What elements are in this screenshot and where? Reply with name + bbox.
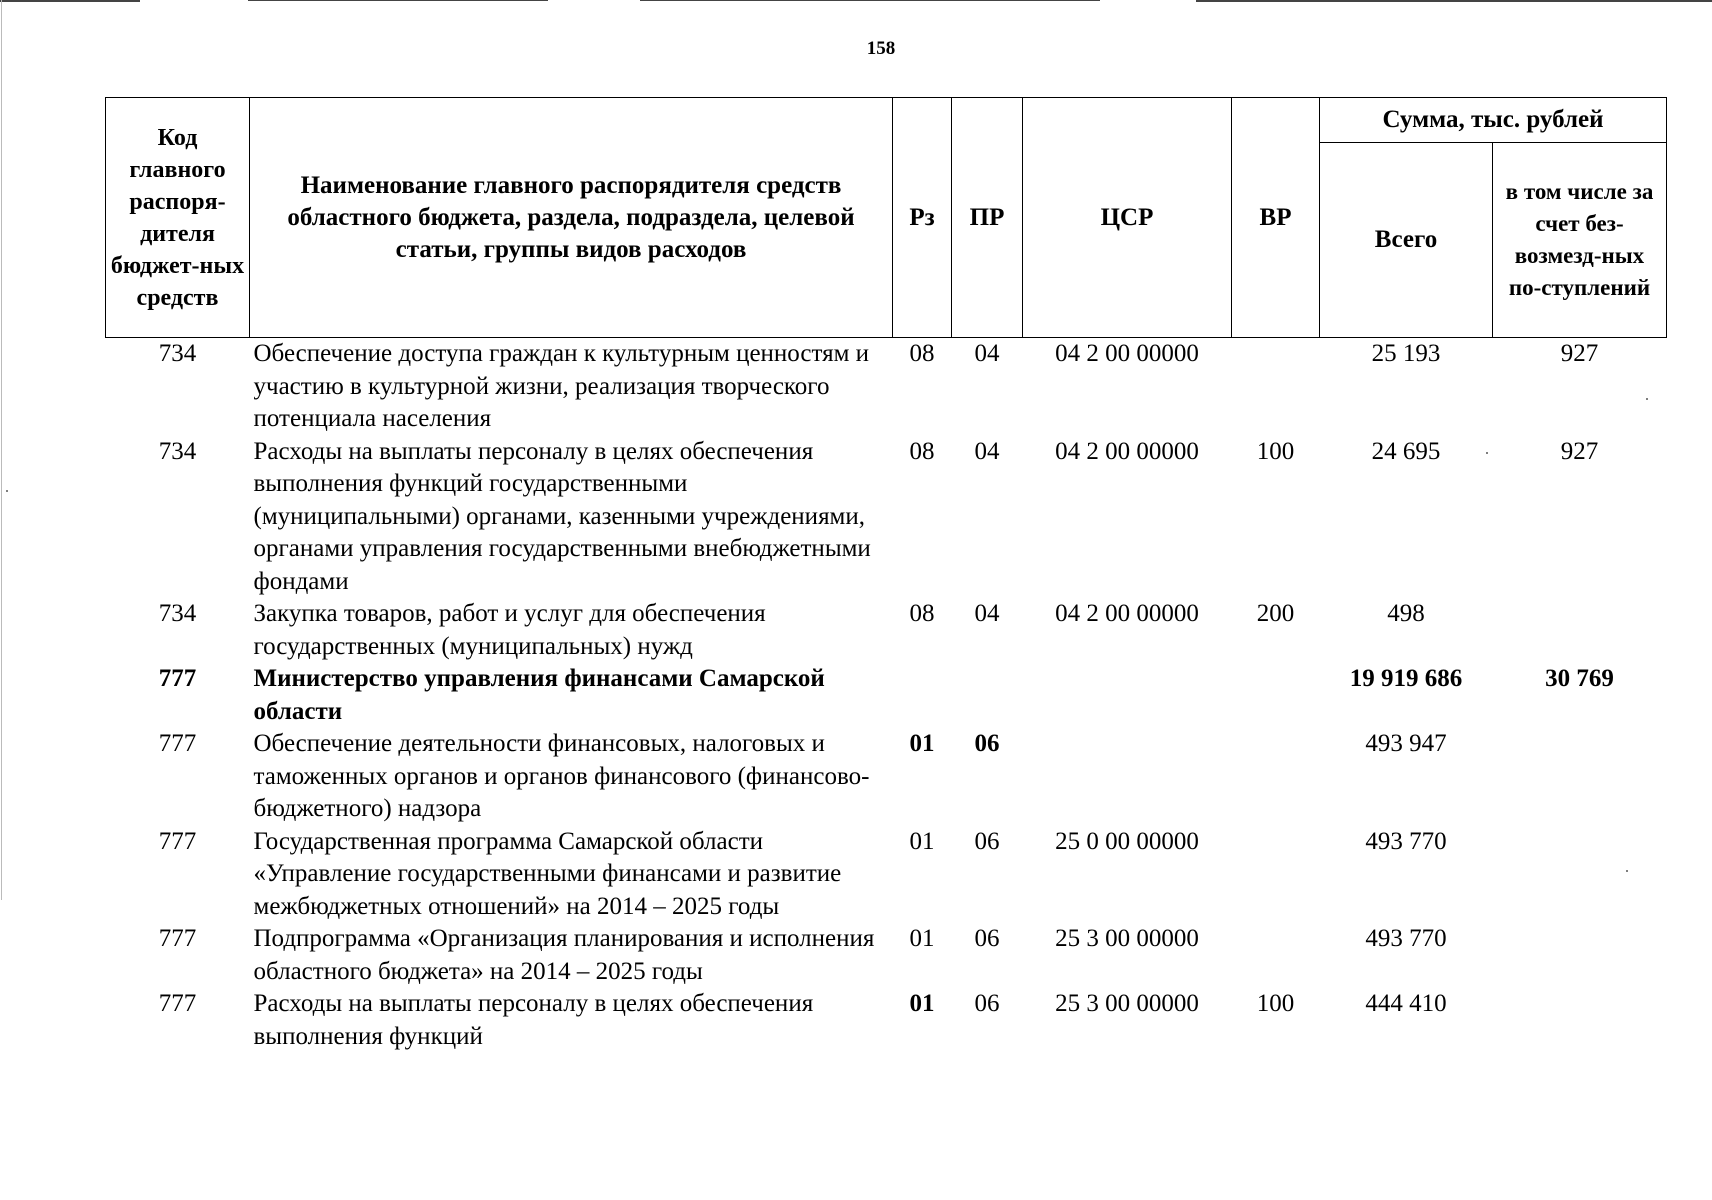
cell-total: 19 919 686 — [1349, 665, 1463, 692]
header-rz: Рз — [893, 98, 952, 338]
table-row — [106, 923, 1667, 988]
cell-including — [1493, 826, 1667, 924]
cell-code: 777 — [158, 925, 197, 952]
header-total: Всего — [1320, 143, 1493, 338]
table-header — [106, 98, 1667, 338]
cell-pr: 06 — [974, 827, 1000, 855]
cell-vr — [1232, 338, 1320, 436]
cell-code: 777 — [158, 665, 197, 692]
header-name: Наименование главного распорядителя средств областного бюджета, раздела, подраздела, целевой статьи, группы видов расходов — [250, 98, 893, 338]
cell-total: 493 947 — [1365, 730, 1447, 757]
cell-pr: 06 — [974, 925, 1000, 952]
cell-pr: 06 — [974, 990, 1000, 1017]
cell-vr: 100 — [1256, 990, 1295, 1017]
table-row — [106, 988, 1667, 1053]
cell-code: 734 — [158, 340, 197, 367]
table-row — [106, 728, 1667, 826]
cell-vr — [1232, 728, 1320, 826]
header-sum: Сумма, тыс. рублей — [1320, 98, 1667, 143]
cell-rz: 08 — [909, 437, 935, 465]
cell-including — [1493, 728, 1667, 826]
cell-name: Подпрограмма «Организация планирования и исполнения областного бюджета» на 2014 – 2025 годы — [253, 925, 875, 985]
header-pr: ПР — [952, 98, 1023, 338]
cell-vr: 100 — [1256, 437, 1295, 465]
cell-code: 734 — [158, 437, 197, 465]
cell-including — [1493, 923, 1667, 988]
cell-csr — [1023, 728, 1232, 826]
scan-edge-line — [1196, 0, 1712, 2]
header-vr: ВР — [1232, 98, 1320, 338]
cell-name: Министерство управления финансами Самарской области — [253, 665, 825, 725]
cell-including: 927 — [1560, 340, 1599, 367]
scan-speck — [6, 490, 8, 492]
cell-including — [1493, 598, 1667, 663]
cell-rz: 01 — [909, 990, 935, 1017]
cell-vr — [1232, 923, 1320, 988]
cell-including — [1493, 988, 1667, 1053]
scan-edge-line — [248, 0, 548, 1]
cell-code: 777 — [158, 990, 197, 1017]
cell-rz: 01 — [909, 730, 935, 757]
cell-total: 444 410 — [1365, 990, 1447, 1017]
table-row — [106, 598, 1667, 663]
cell-rz: 08 — [909, 340, 935, 367]
cell-pr — [952, 663, 1023, 728]
header-code: Код главного распоря-дителя бюджет-ных средств — [106, 98, 250, 338]
scan-edge-line — [1, 0, 2, 900]
table-row — [106, 826, 1667, 924]
cell-total: 498 — [1387, 600, 1425, 627]
cell-total: 25 193 — [1371, 340, 1441, 367]
cell-rz — [893, 663, 952, 728]
cell-total: 24 695 — [1371, 437, 1441, 465]
cell-code: 734 — [158, 600, 197, 627]
table-row — [106, 663, 1667, 728]
cell-csr: 04 2 00 00000 — [1055, 437, 1199, 465]
cell-pr: 04 — [974, 437, 1000, 465]
cell-rz: 01 — [909, 827, 935, 855]
cell-pr: 06 — [974, 730, 1000, 757]
budget-table — [105, 97, 1667, 1053]
cell-vr: 200 — [1256, 600, 1295, 627]
header-csr: ЦСР — [1023, 98, 1232, 338]
cell-rz: 01 — [909, 925, 935, 952]
page-number: 158 — [866, 38, 896, 59]
cell-vr — [1232, 663, 1320, 728]
cell-code: 777 — [158, 827, 197, 855]
cell-name: Обеспечение деятельности финансовых, налоговых и таможенных органов и органов финансового (финансово-бюджетного) надзора — [253, 730, 870, 822]
header-including: в том числе за счет без-возмезд-ных по-ступлений — [1493, 143, 1667, 338]
cell-total: 493 770 — [1365, 925, 1447, 952]
table-row — [106, 436, 1667, 599]
cell-csr: 25 0 00 00000 — [1055, 827, 1199, 855]
cell-csr: 25 3 00 00000 — [1055, 990, 1199, 1017]
cell-rz: 08 — [909, 600, 935, 627]
scan-edge-line — [0, 0, 140, 2]
cell-code: 777 — [158, 730, 197, 757]
cell-name: Закупка товаров, работ и услуг для обеспечения государственных (муниципальных) нужд — [253, 600, 766, 660]
cell-total: 493 770 — [1365, 827, 1447, 855]
cell-name: Расходы на выплаты персоналу в целях обеспечения выполнения функций государственными (муниципальными) органами, казенными учреждениями, органами управления государственными внебюджетными фондами — [253, 437, 871, 595]
table-body — [106, 338, 1667, 1054]
cell-csr: 25 3 00 00000 — [1055, 925, 1199, 952]
cell-name: Государственная программа Самарской области «Управление государственными финансами и развитие межбюджетных отношений» на 2014 – 2025 годы — [253, 827, 842, 920]
cell-csr: 04 2 00 00000 — [1055, 340, 1199, 367]
cell-vr — [1232, 826, 1320, 924]
cell-pr: 04 — [974, 340, 1000, 367]
cell-pr: 04 — [974, 600, 1000, 627]
cell-name: Обеспечение доступа граждан к культурным ценностям и участию в культурной жизни, реализация творческого потенциала населения — [253, 340, 870, 432]
cell-including: 927 — [1560, 437, 1599, 465]
cell-name: Расходы на выплаты персоналу в целях обеспечения выполнения функций — [253, 990, 814, 1050]
cell-csr: 04 2 00 00000 — [1055, 600, 1199, 627]
table-row — [106, 338, 1667, 436]
cell-including: 30 769 — [1545, 665, 1614, 692]
scan-edge-line — [640, 0, 1100, 1]
cell-csr — [1023, 663, 1232, 728]
